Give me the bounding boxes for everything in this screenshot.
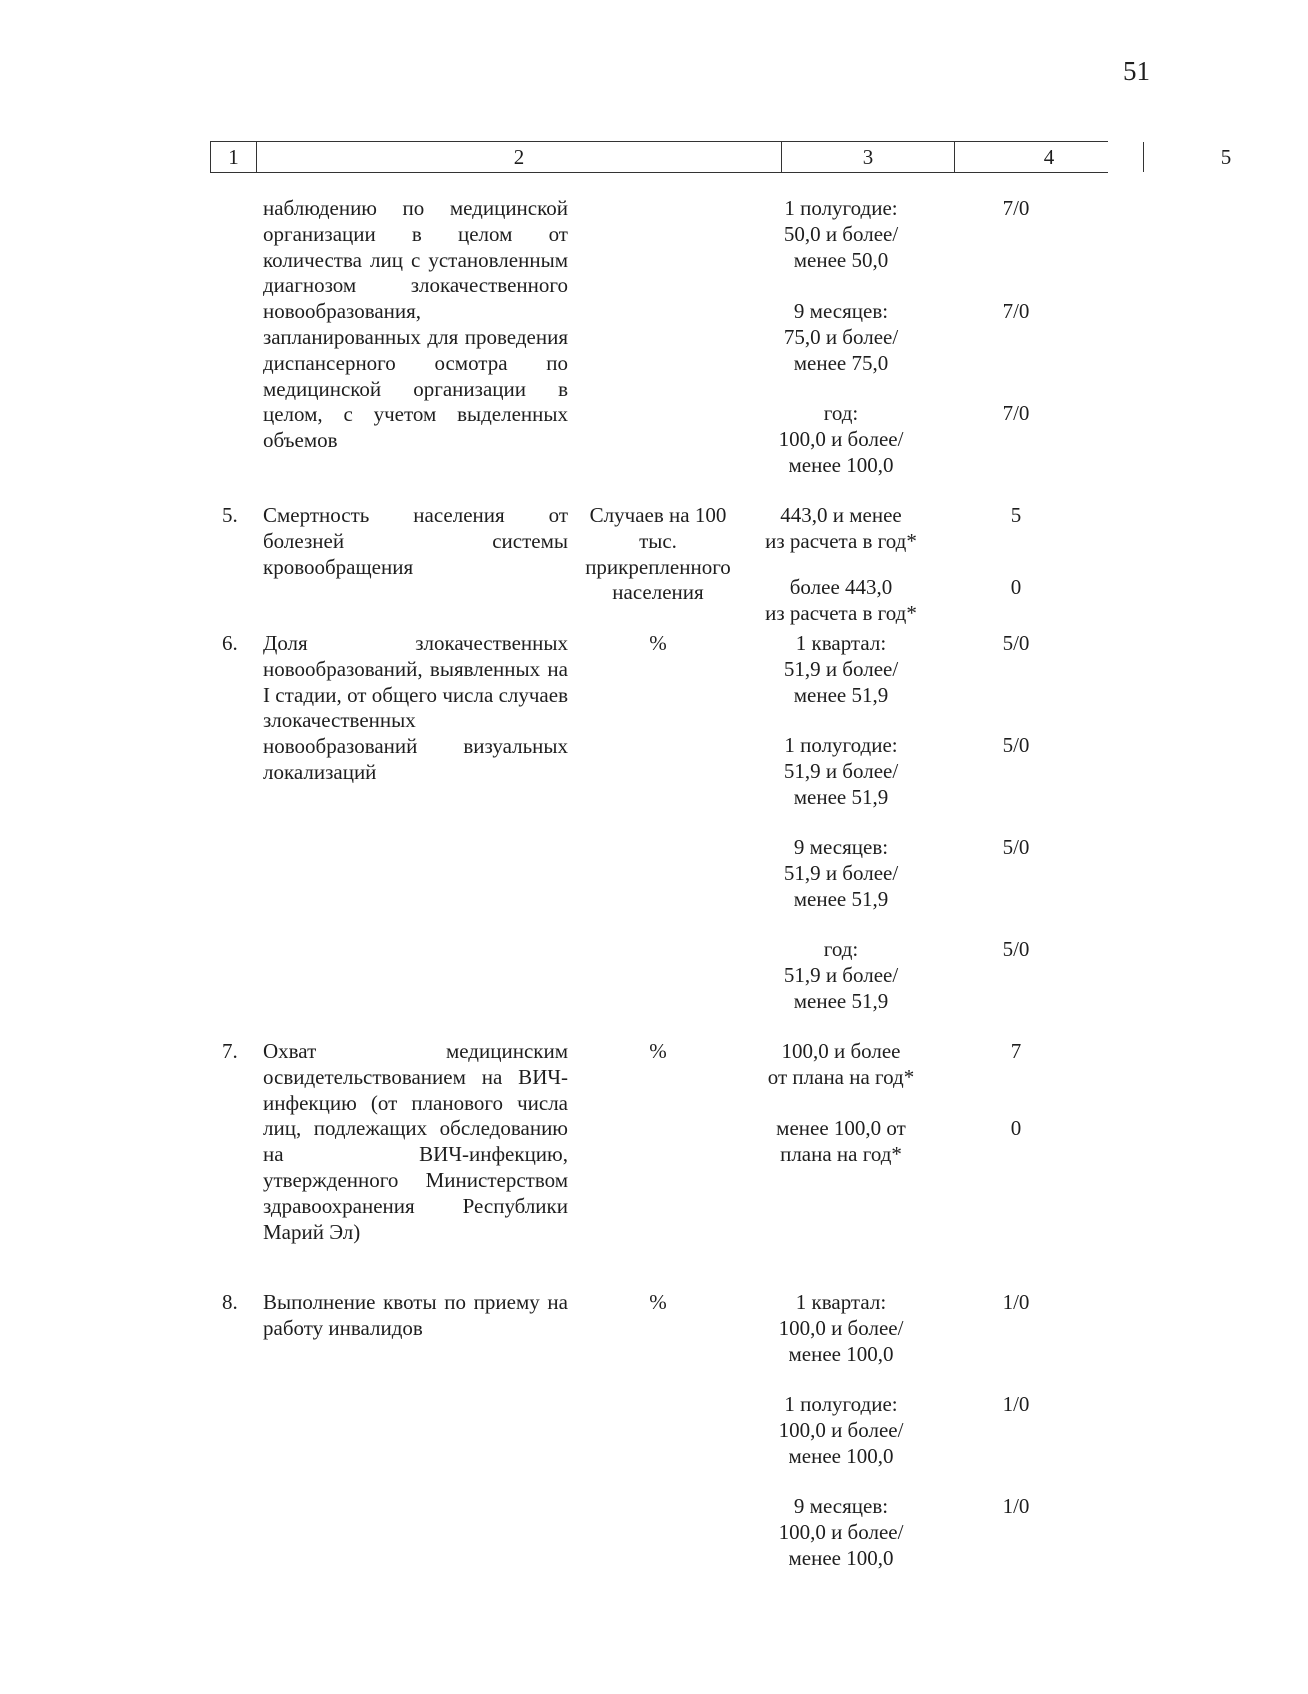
criterion-text: 1 квартал: 100,0 и более/ менее 100,0 — [778, 1290, 904, 1366]
criterion-points: 5/0 — [1002, 733, 1030, 757]
header-cell-1: 1 — [210, 142, 257, 172]
indicator-text: Доля злокачественных новообразований, выявленных на I стадии, от общего числа случаев злокачественных новообразований визуальных локализаций — [263, 631, 568, 784]
indicator-text: наблюдению по медицинской организации в целом от количества лиц с установленным диагнозом злокачественного новообразования, запланированных для проведения диспансерного осмотра по медицинской организации в целом, с учетом выделенных объемов — [263, 196, 568, 453]
unit-text: % — [649, 631, 667, 655]
criterion-text: менее 100,0 от плана на год* — [776, 1116, 906, 1166]
criterion-points: 1/0 — [1002, 1392, 1030, 1416]
criterion-text: 9 месяцев: 100,0 и более/ менее 100,0 — [778, 1494, 904, 1570]
row-number: 5. — [222, 503, 238, 527]
criterion-points: 7/0 — [1002, 196, 1030, 220]
page-number: 51 — [1123, 56, 1150, 86]
row-number: 7. — [222, 1039, 238, 1063]
criterion-text: год: 100,0 и более/ менее 100,0 — [778, 401, 904, 477]
criterion-text: 1 квартал: 51,9 и более/ менее 51,9 — [783, 631, 899, 707]
row-number: 6. — [222, 631, 238, 655]
header-cell-4: 4 — [955, 142, 1144, 172]
indicator-text: Охват медицинским освидетельствованием на ВИЧ-инфекцию (от планового числа лиц, подлежащих обследованию на ВИЧ-инфекцию, утвержденного Министерством здравоохранения Республики Марий Эл) — [263, 1039, 568, 1244]
header-cell-3: 3 — [782, 142, 955, 172]
table-header — [210, 141, 1232, 173]
criterion-points: 7 — [1010, 1039, 1022, 1063]
row-number: 8. — [222, 1290, 238, 1314]
criterion-points: 7/0 — [1002, 401, 1030, 425]
criterion-points: 0 — [1010, 1116, 1022, 1140]
unit-text: % — [649, 1039, 667, 1063]
criterion-text: 443,0 и менее из расчета в год* — [765, 503, 917, 553]
criterion-text: 1 полугодие: 50,0 и более/ менее 50,0 — [783, 196, 899, 272]
header-cell-2: 2 — [257, 142, 782, 172]
unit-text: % — [649, 1290, 667, 1314]
criterion-text: 1 полугодие: 100,0 и более/ менее 100,0 — [778, 1392, 904, 1468]
criterion-points: 5/0 — [1002, 937, 1030, 961]
criterion-text: 9 месяцев: 51,9 и более/ менее 51,9 — [783, 835, 899, 911]
criterion-text: 100,0 и более от плана на год* — [767, 1039, 915, 1089]
criterion-points: 1/0 — [1002, 1290, 1030, 1314]
criterion-points: 0 — [1010, 575, 1022, 599]
criterion-points: 5 — [1010, 503, 1022, 527]
criterion-points: 7/0 — [1002, 299, 1030, 323]
criterion-text: более 443,0 из расчета в год* — [765, 575, 917, 625]
criterion-text: год: 51,9 и более/ менее 51,9 — [783, 937, 899, 1013]
header-cell-5: 5 — [1220, 145, 1232, 169]
criterion-points: 5/0 — [1002, 631, 1030, 655]
criterion-text: 9 месяцев: 75,0 и более/ менее 75,0 — [783, 299, 899, 375]
criterion-points: 1/0 — [1002, 1494, 1030, 1518]
unit-text: Случаев на 100 тыс. прикрепленного населения — [585, 503, 731, 605]
indicator-text: Смертность населения от болезней системы кровообращения — [263, 503, 568, 579]
criterion-text: 1 полугодие: 51,9 и более/ менее 51,9 — [783, 733, 899, 809]
indicator-text: Выполнение квоты по приему на работу инвалидов — [263, 1290, 568, 1340]
criterion-points: 5/0 — [1002, 835, 1030, 859]
